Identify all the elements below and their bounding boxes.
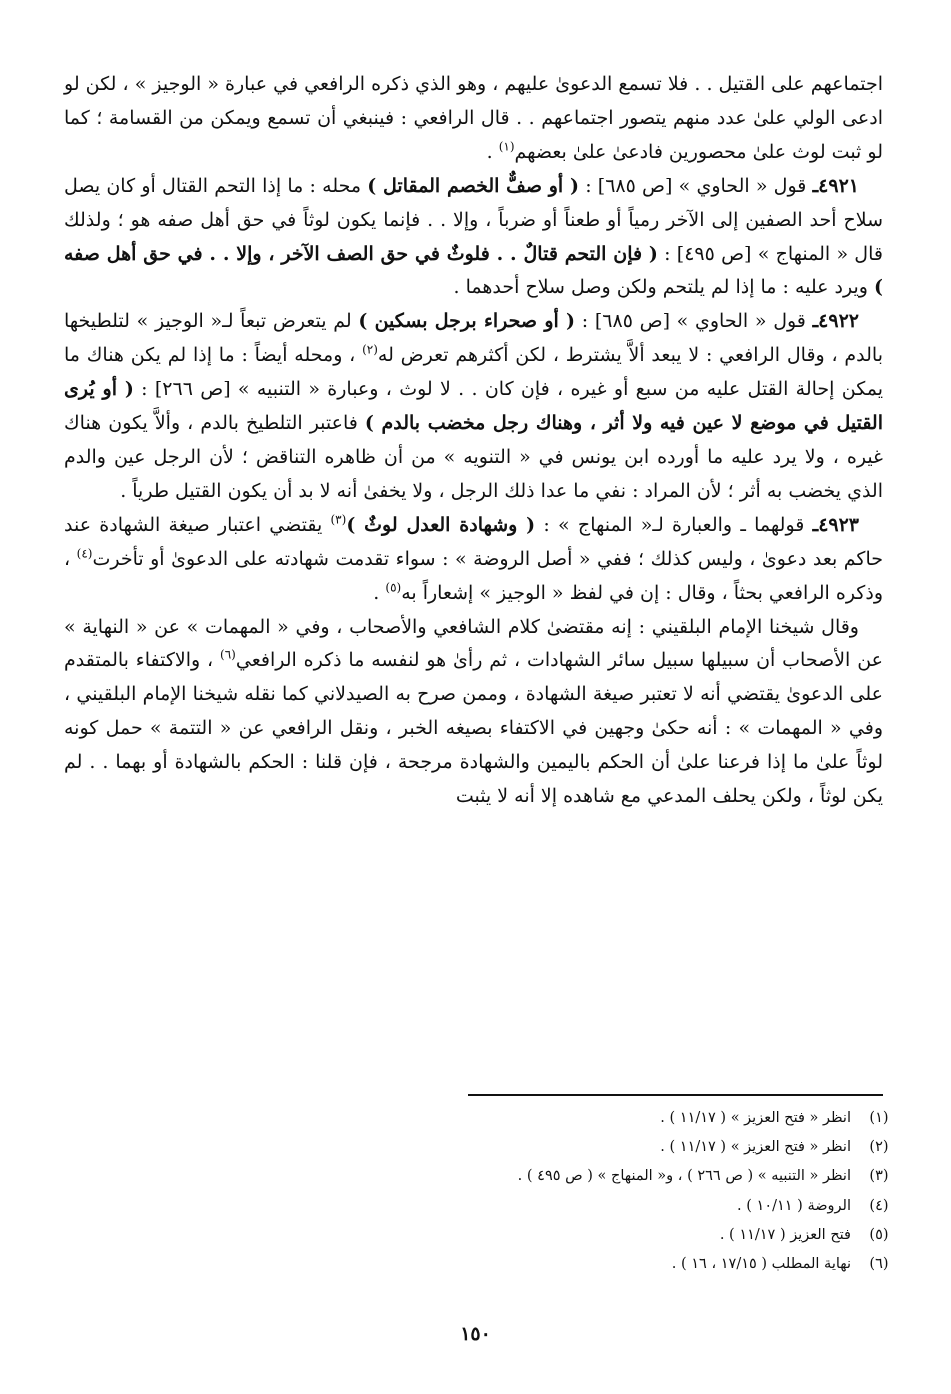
- footnote: [120, 1104, 899, 1133]
- footnote-ref[interactable]: (٤): [76, 546, 93, 561]
- quoted-text: ( أو صحراء برجل بسكين ): [358, 310, 576, 333]
- text-run: قول « الحاوي » [ص ٦٨٥] :: [578, 174, 813, 197]
- footnote-number: (٥): [869, 1226, 889, 1243]
- text-run: ، وذكره الرافعي بحثاً ، وقال : إن في لفظ « الوجيز » إشعاراً به: [64, 547, 883, 604]
- text-run: قولهما ـ والعبارة لـ« المنهاج » :: [535, 513, 813, 536]
- footnote-separator: [468, 1094, 883, 1096]
- footnote-number: (٢): [869, 1139, 889, 1156]
- footnote-text: الروضة ( ١٠/١١ ) .: [737, 1197, 851, 1214]
- footnote-text: انظر « فتح العزيز » ( ١١/١٧ ) .: [660, 1139, 851, 1156]
- paragraph: [64, 68, 883, 170]
- paragraph-number: ٤٩٢١ـ: [812, 174, 859, 197]
- footnote-ref[interactable]: (٢): [362, 342, 378, 357]
- paragraph-4922: [64, 305, 883, 508]
- text-run: يقتضي اعتبار صيغة الشهادة عند حاكم بعد دعوىٰ ، وليس كذلك ؛ ففي « أصل الروضة » : سواء تقدمت شهادته على الدعوىٰ أو تأخرت: [64, 513, 884, 570]
- footnote-ref[interactable]: (٥): [385, 580, 402, 595]
- quoted-text: ( فإن التحم قتالٌ . . فلوثٌ في حق الصف الآخر ، وإلا . . في حق أهل صفه ): [64, 242, 883, 299]
- footnotes: [120, 1104, 899, 1279]
- text-run: لم يتعرض تبعاً لـ« الوجيز » لتلطيخها بالدم ، وقال الرافعي : لا يبعد ألاَّ يشترط ، لكن أكثرهم تعرض له: [64, 310, 883, 367]
- footnote-text: انظر « التنبيه » ( ص ٢٦٦ ) ، و« المنهاج » ( ص ٤٩٥ ) .: [517, 1168, 851, 1185]
- footnote: [120, 1221, 899, 1250]
- footnote: [120, 1133, 899, 1162]
- paragraph-4921: [64, 170, 883, 306]
- footnote: [120, 1250, 899, 1279]
- text-run: محله : ما إذا التحم القتال أو كان يصل سلاح أحد الصفين إلى الآخر رمياً أو طعناً أو ضرباً ، وإلا . . فإنما يكون لوثاً في حق أهل صفه هو ؛ ولذلك قال « المنهاج » [ص ٤٩٥] :: [64, 174, 883, 265]
- footnote-number: (٤): [869, 1197, 889, 1214]
- footnote-number: (٣): [869, 1168, 889, 1185]
- footnote-ref[interactable]: (٦): [220, 648, 236, 663]
- quoted-text: ( أو صفٌّ الخصم المقاتل ): [367, 174, 579, 197]
- main-text: [64, 68, 883, 814]
- paragraph-number: ٤٩٢٢ـ: [812, 310, 859, 333]
- footnote-number: (٦): [869, 1256, 889, 1273]
- text-run: وقال شيخنا الإمام البلقيني : إنه مقتضىٰ كلام الشافعي والأصحاب ، وفي « المهمات » عن « النهاية » عن الأصحاب أن سبيلها سبيل سائر الشهادات ، ثم رأىٰ هو لنفسه ما ذكره الرافعي: [64, 615, 883, 672]
- footnote-ref[interactable]: (١): [498, 139, 515, 154]
- paragraph-number: ٤٩٢٣ـ: [812, 513, 860, 536]
- footnote: [120, 1162, 899, 1191]
- text-run: .: [373, 581, 386, 604]
- text-run: .: [486, 140, 499, 163]
- footnote-number: (١): [869, 1110, 889, 1126]
- footnote-text: انظر « فتح العزيز » ( ١١/١٧ ) .: [660, 1110, 851, 1126]
- text-run: قول « الحاوي » [ص ٦٨٥] :: [575, 310, 813, 333]
- text-run: ، ومحله أيضاً : ما إذا لم يكن هناك ما يمكن إحالة القتل عليه من سبع أو غيره ، فإن كان . . لا لوث ، وعبارة « التنبيه » [ص ٢٦٦] :: [64, 344, 883, 401]
- text-run: فاعتبر التلطيخ بالدم ، وألاَّ يكون هناك غيره ، ولا يرد عليه ما أورده ابن يونس في « التنويه » من أن ظاهره التناقض ؛ لأن الرجل عين والدم الذي يخضب به أثر ؛ لأن المراد : نفي ما عدا ذلك الرجل ، ولا يخفىٰ أنه لا بد أن يكون القتيل طرياً .: [64, 412, 883, 502]
- text-run: ، والاكتفاء بالمتقدم على الدعوىٰ يقتضي أنه لا تعتبر صيغة الشهادة ، وممن صرح به الصيدلاني كما نقله شيخنا الإمام البلقيني ، وفي « المهمات » : أنه حكىٰ وجهين في الاكتفاء بصيغه الخبر ، ونقل الرافعي عن « التتمة » حمل كونه لوثاً علىٰ ما إذا فرعنا علىٰ أن الحكم باليمين والشهادة مرجحة ، فإن قلنا : الحكم بالشهادة أو بهما . . لم يكن لوثاً ، ولكن يحلف المدعي مع شاهده إلا أنه لا يثبت: [64, 649, 883, 808]
- footnote-ref[interactable]: (٣): [330, 512, 347, 527]
- page-number: ١٥٠: [460, 1323, 491, 1345]
- footnote: [120, 1192, 899, 1221]
- quoted-text: ( أو يُرى القتيل في موضع لا عين فيه ولا أثر ، وهناك رجل مخضب بالدم ): [64, 378, 883, 435]
- paragraph-4923: [64, 509, 883, 611]
- paragraph: [64, 611, 883, 814]
- quoted-text: ( وشهادة العدل لوثٌ ): [346, 513, 536, 536]
- text-run: اجتماعهم على القتيل . . فلا تسمع الدعوىٰ عليهم ، وهو الذي ذكره الرافعي في عبارة « الوجيز » ، لكن لو ادعى الولي علىٰ عدد منهم يتصور اجتماعهم . . قال الرافعي : فينبغي أن تسمع ويمكن من القسامة ؛ كما لو ثبت لوث علىٰ محصورين فادعىٰ علىٰ بعضهم: [64, 73, 883, 163]
- text-run: ويرد عليه : ما إذا لم يلتحم ولكن وصل سلاح أحدهما .: [453, 276, 874, 299]
- footnote-text: نهاية المطلب ( ١٧/١٥ ، ١٦ ) .: [671, 1256, 851, 1273]
- footnote-text: فتح العزيز ( ١١/١٧ ) .: [719, 1226, 851, 1243]
